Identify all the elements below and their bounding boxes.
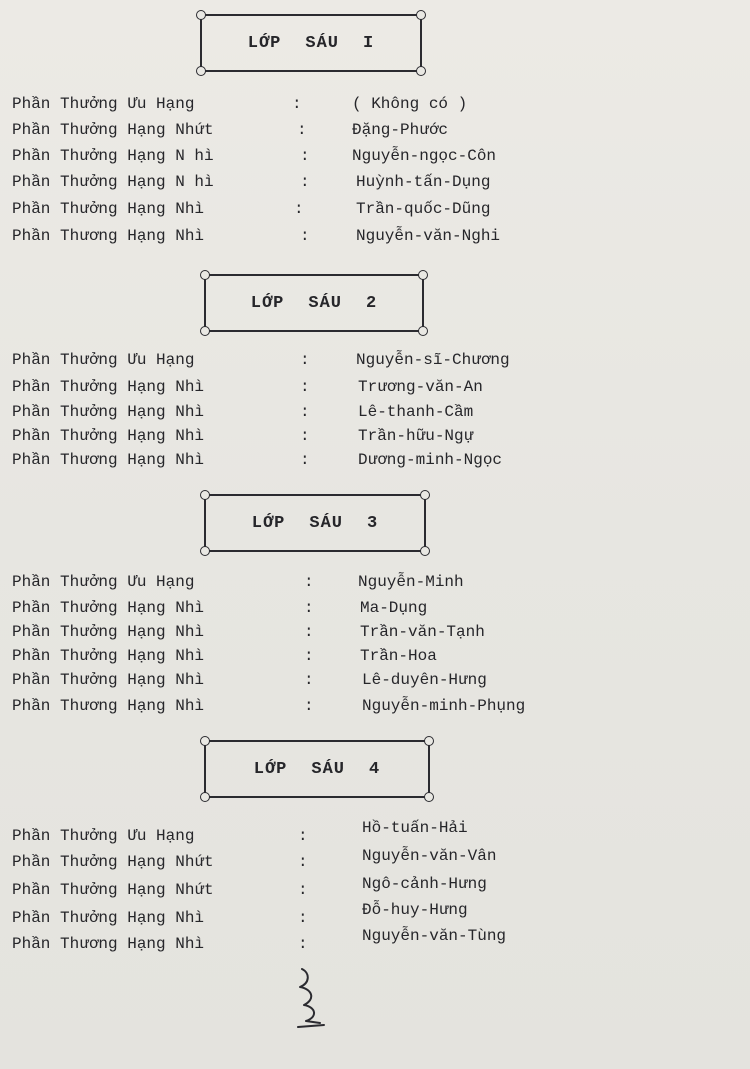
award-type: Phần Thưởng Hạng Nhì [12,647,205,665]
separator-colon: : [300,378,310,396]
award-type: Phần Thưởng Hạng Nhứt [12,121,214,139]
class-title-word: LỚP [250,293,285,313]
award-type: Phần Thưởng Hạng Nhì [12,403,205,421]
student-name: Trần-hữu-Ngự [358,427,474,445]
class-header-box [204,740,430,798]
class-title-word: SÁU [308,293,342,313]
award-row [12,927,612,956]
student-name: Nguyễn-minh-Phụng [362,697,526,715]
student-name: Trần-quốc-Dũng [356,200,491,218]
student-name: Nguyễn-văn-Tùng [362,927,507,945]
award-type: Phần Thưởng Hạng Nhì [12,599,205,617]
class-title-word: SÁU [309,513,343,533]
award-row [12,118,612,142]
award-type: Phần Thưởng Hạng Nhì [12,378,205,396]
student-name: Hồ-tuấn-Hải [362,819,468,837]
award-row [12,570,612,594]
separator-colon: : [304,573,314,591]
award-type: Phần Thưởng Hạng Nhì [12,671,205,689]
student-name: Trần-Hoa [360,647,437,665]
class-title-word: SÁU [305,33,339,53]
award-row [12,424,612,448]
separator-colon: : [298,909,308,927]
separator-colon: : [304,647,314,665]
separator-colon: : [297,121,307,139]
award-type: Phần Thưởng Hạng Nhứt [12,853,214,871]
award-type: Phần Thưởng Hạng N hì [12,173,214,191]
separator-colon: : [298,853,308,871]
award-type: Phần Thương Hạng Nhì [12,451,205,469]
separator-colon: : [292,95,302,113]
separator-colon: : [300,427,310,445]
award-row [12,170,612,194]
award-type: Phần Thưởng Ưu Hạng [12,95,195,113]
award-row [12,620,612,644]
class-title-word: LỚP [247,33,282,53]
separator-colon: : [294,200,304,218]
student-name: Nguyễn-văn-Nghi [356,227,501,245]
award-type: Phần Thưởng Ưu Hạng [12,351,195,369]
student-name: Nguyễn-Minh [358,573,464,591]
class-title [202,16,420,70]
separator-colon: : [298,935,308,953]
award-row [12,901,612,930]
award-row [12,348,612,372]
student-name: Trần-văn-Tạnh [360,623,485,641]
separator-colon: : [304,671,314,689]
class-title-number: 4 [369,759,381,779]
separator-colon: : [298,881,308,899]
separator-colon: : [300,451,310,469]
student-name: Nguyễn-văn-Vân [362,847,497,865]
award-row [12,375,612,399]
class-title-word: SÁU [311,759,345,779]
award-row [12,819,612,848]
award-type: Phần Thưởng Hạng N hì [12,147,214,165]
award-row [12,144,612,168]
separator-colon: : [304,697,314,715]
separator-colon: : [300,403,310,421]
award-type: Phần Thương Hạng Nhì [12,227,205,245]
award-row [12,596,612,620]
student-name: Huỳnh-tấn-Dụng [356,173,491,191]
student-name: Nguyễn-ngọc-Côn [352,147,497,165]
separator-colon: : [304,599,314,617]
separator-colon: : [298,827,308,845]
award-row [12,224,612,248]
student-name: Nguyễn-sĩ-Chương [356,351,510,369]
student-name: Trương-văn-An [358,378,483,396]
award-type: Phần Thương Hạng Nhì [12,697,205,715]
class-title-number: I [363,33,375,53]
award-row [12,92,612,116]
separator-colon: : [300,147,310,165]
award-type: Phần Thưởng Hạng Nhì [12,200,205,218]
award-row [12,668,612,692]
award-type: Phần Thưởng Hạng Nhì [12,623,205,641]
student-name: Đỗ-huy-Hưng [362,901,468,919]
student-name: Lê-thanh-Cầm [358,403,474,421]
class-header-box [204,274,424,332]
award-type: Phần Thưởng Hạng Nhứt [12,881,214,899]
class-header-box [200,14,422,72]
award-row [12,694,612,718]
award-type: Phần Thưởng Hạng Nhì [12,909,205,927]
award-row [12,448,612,472]
student-name: ( Không có ) [352,95,468,113]
class-title-word: LỚP [253,759,288,779]
award-row [12,644,612,668]
student-name: Ma-Dụng [360,599,428,617]
award-row [12,400,612,424]
separator-colon: : [300,173,310,191]
student-name: Lê-duyên-Hưng [362,671,487,689]
award-row [12,875,612,902]
student-name: Đặng-Phước [352,121,449,139]
student-name: Dương-minh-Ngọc [358,451,503,469]
handwritten-mark [290,965,340,1035]
separator-colon: : [300,227,310,245]
separator-colon: : [304,623,314,641]
student-name: Ngô-cảnh-Hưng [362,875,487,893]
award-type: Phần Thưởng Hạng Nhì [12,427,205,445]
class-title [206,742,428,796]
class-header-box [204,494,426,552]
class-title-number: 3 [367,513,379,533]
class-title [206,276,422,330]
award-row [12,197,612,221]
class-title-word: LỚP [251,513,286,533]
separator-colon: : [300,351,310,369]
award-type: Phần Thưởng Ưu Hạng [12,827,195,845]
award-type: Phần Thương Hạng Nhì [12,935,205,953]
award-row [12,847,612,874]
award-type: Phần Thưởng Ưu Hạng [12,573,195,591]
class-title-number: 2 [366,293,378,313]
class-title [206,496,424,550]
